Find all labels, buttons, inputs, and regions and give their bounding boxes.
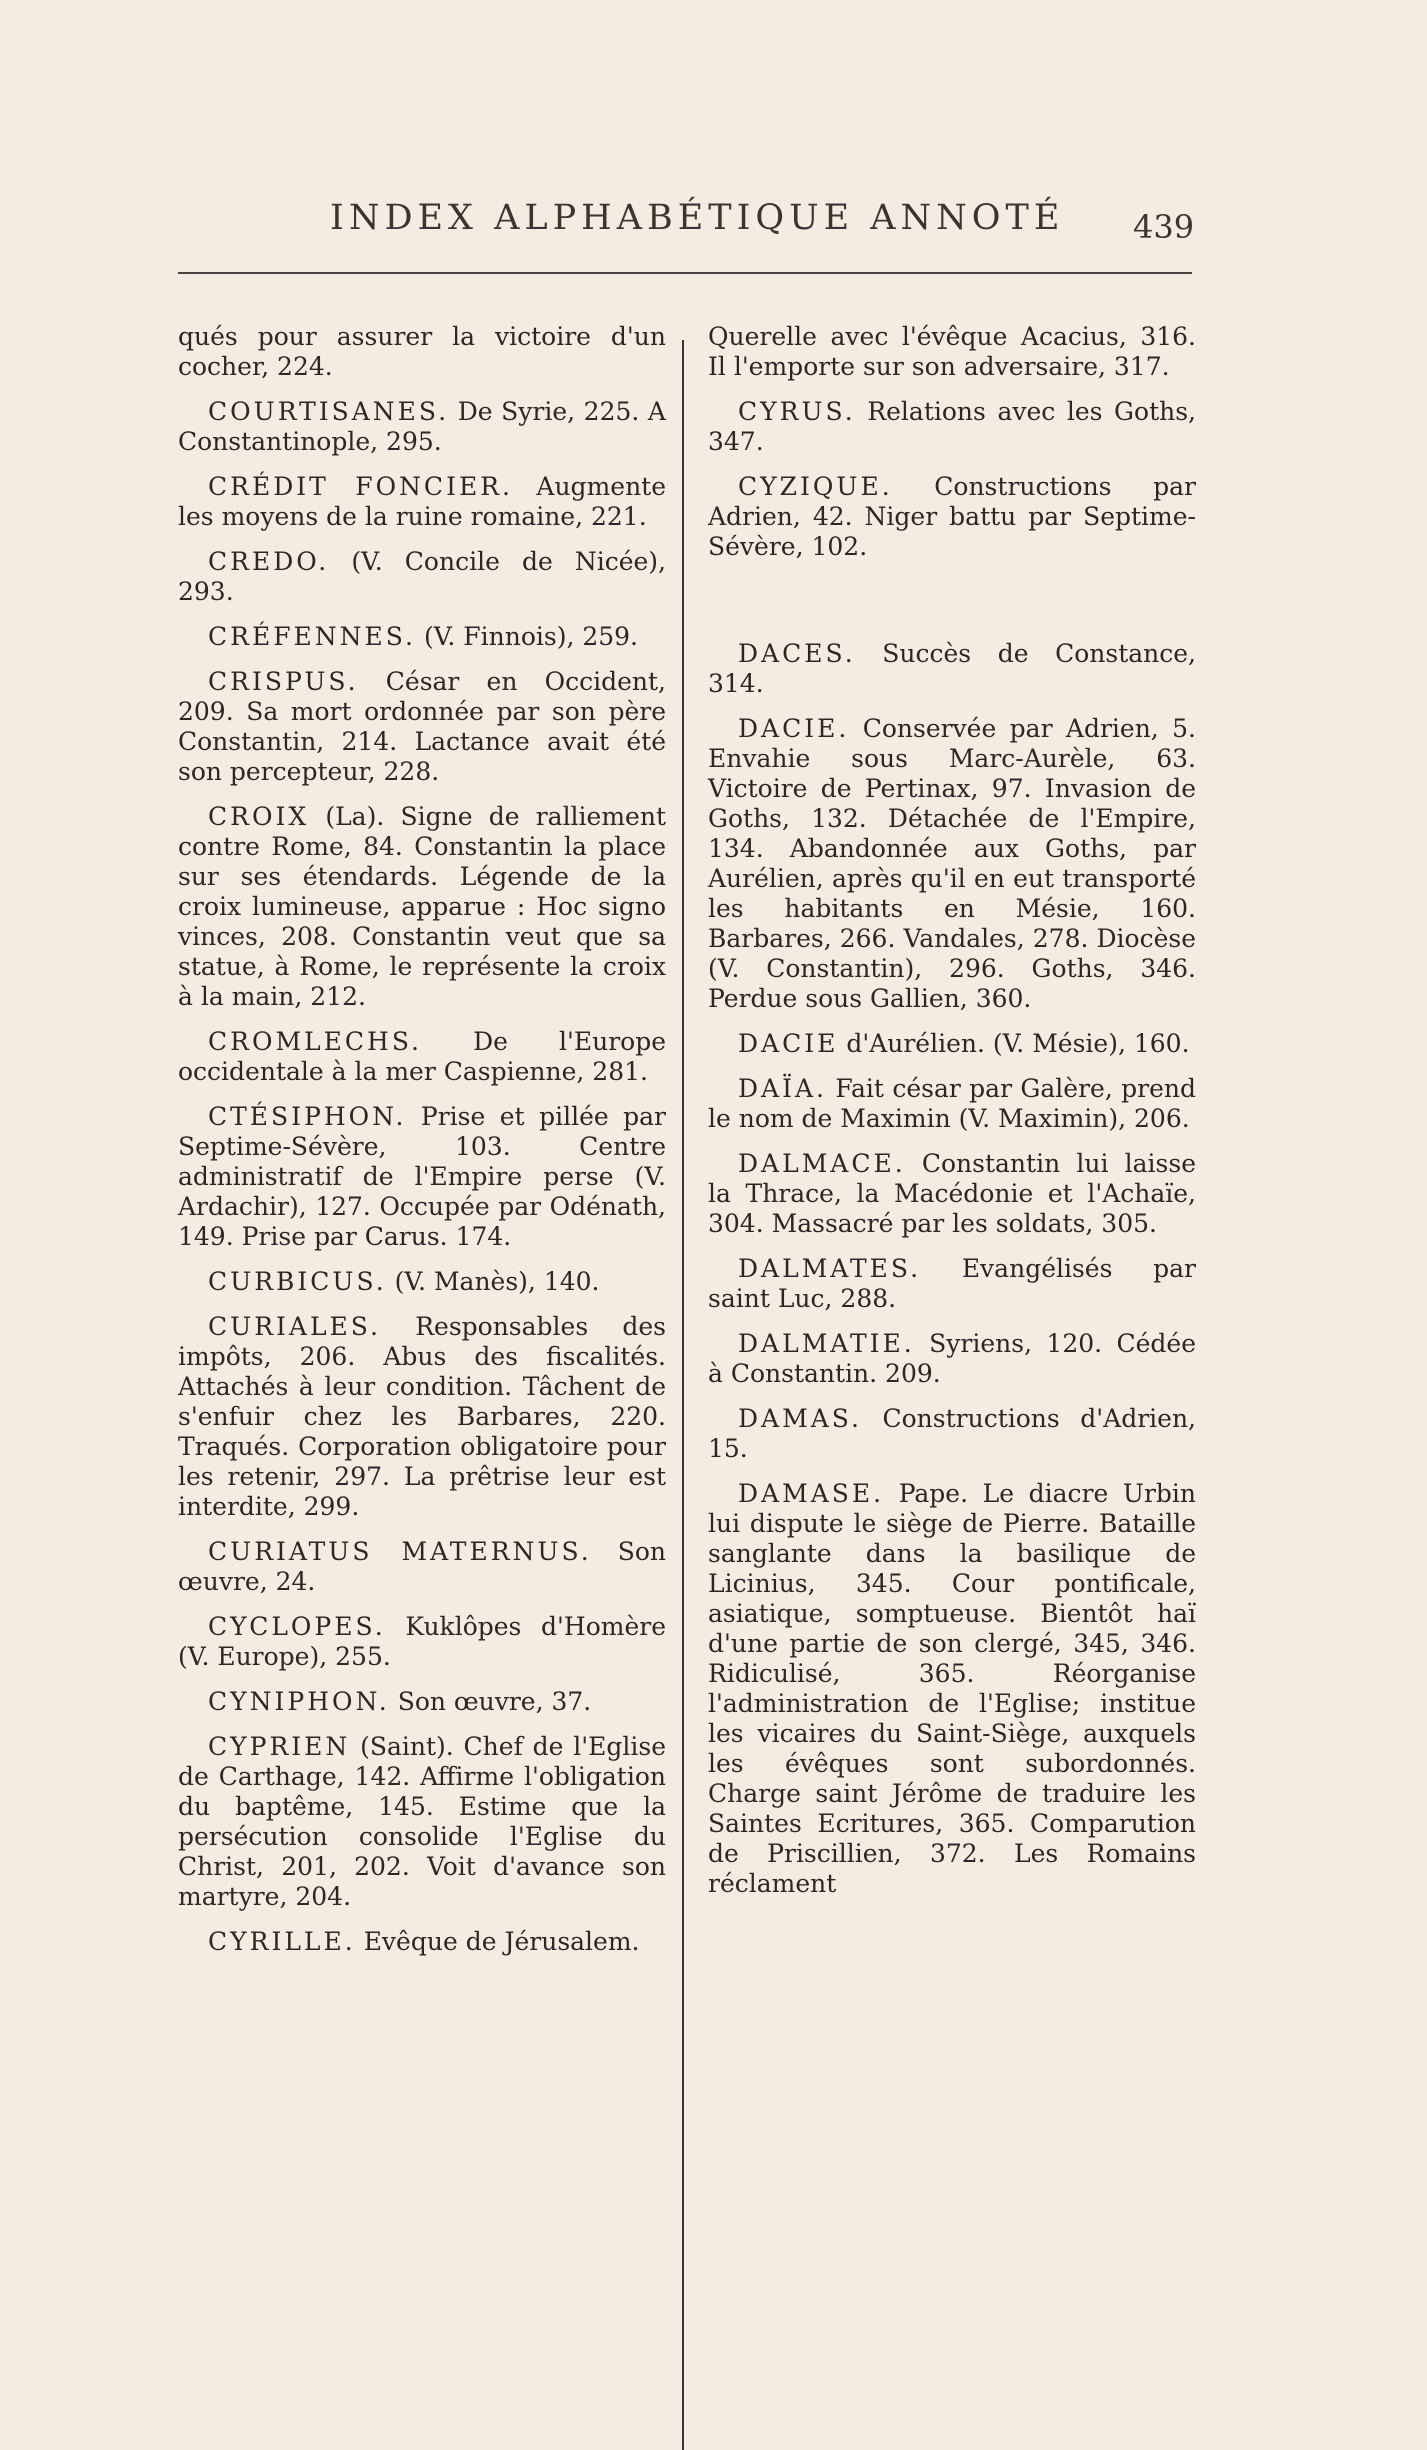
left-column (178, 322, 666, 1972)
index-entry: DACIE. Conservée par Adrien, 5. Envahie sous Marc-Aurèle, 63. Victoire de Pertinax, 97. Invasion de Goths, 132. Détachée de l'Empire, 134. Abandonnée aux Goths, par Aurélien, après qu'il en eut transporté les habitants en Mésie, 160. Barbares, 266. Vandales, 278. Diocèse (V. Constantin), 296. Goths, 346. Perdue sous Gallien, 360. (708, 714, 1196, 1013)
index-entry: DACIE d'Aurélien. (V. Mésie), 160. (738, 1029, 1190, 1058)
index-entry: qués pour assurer la victoire d'un cocher, 224. (178, 322, 666, 381)
header-rule (178, 272, 1192, 274)
index-entry: CREDO. (V. Concile de Nicée), 293. (178, 547, 666, 606)
index-entry: Querelle avec l'évêque Acacius, 316. Il l'emporte sur son adversaire, 317. (708, 322, 1196, 381)
index-entry: CRISPUS. César en Occident, 209. Sa mort ordonnée par son père Constantin, 214. Lactance avait été son percepteur, 228. (178, 667, 666, 786)
index-entry: CYRILLE. Evêque de Jérusalem. (208, 1927, 640, 1956)
index-entry: CURIALES. Responsables des impôts, 206. Abus des fiscalités. Attachés à leur condition. Tâchent de s'enfuir chez les Barbares, 220. Traqués. Corporation obligatoire pour les retenir, 297. La prêtrise leur est interdite, 299. (178, 1312, 666, 1521)
index-entry: DALMATIE. Syriens, 120. Cédée à Constantin. 209. (708, 1329, 1196, 1388)
index-entry: DALMACE. Constantin lui laisse la Thrace, la Macédonie et l'Achaïe, 304. Massacré par les soldats, 305. (708, 1149, 1196, 1238)
index-entry: CYPRIEN (Saint). Chef de l'Eglise de Carthage, 142. Affirme l'obligation du baptême, 145. Estime que la persécution consolide l'Eglise du Christ, 201, 202. Voit d'avance son martyre, 204. (178, 1732, 667, 1911)
right-column (708, 322, 1196, 1914)
running-title: INDEX ALPHABÉTIQUE ANNOTÉ (330, 198, 1065, 238)
index-entry: CRÉDIT FONCIER. Augmente les moyens de la ruine romaine, 221. (178, 472, 667, 531)
index-entry: DAMAS. Constructions d'Adrien, 15. (708, 1404, 1197, 1463)
column-divider (682, 340, 684, 2450)
index-entry: CYNIPHON. Son œuvre, 37. (208, 1687, 592, 1716)
index-entry: CTÉSIPHON. Prise et pillée par Septime-Sévère, 103. Centre administratif de l'Empire perse (V. Ardachir), 127. Occupée par Odénath, 149. Prise par Carus. 174. (178, 1102, 666, 1251)
index-entry: COURTISANES. De Syrie, 225. A Constantinople, 295. (178, 397, 666, 456)
index-entry: CROIX (La). Signe de ralliement contre Rome, 84. Constantin la place sur ses étendards. Légende de la croix lumineuse, apparue : Hoc signo vinces, 208. Constantin veut que sa statue, à Rome, le représente la croix à la main, 212. (178, 802, 666, 1011)
page-number: 439 (1133, 208, 1195, 246)
index-entry: DACES. Succès de Constance, 314. (708, 639, 1196, 698)
index-entry: CURBICUS. (V. Manès), 140. (208, 1267, 600, 1296)
index-entry: DAMASE. Pape. Le diacre Urbin lui dispute le siège de Pierre. Bataille sanglante dans la basilique de Licinius, 345. Cour pontificale, asiatique, somptueuse. Bientôt haï d'une partie de son clergé, 345, 346. Ridiculisé, 365. Réorganise l'administration de l'Eglise; institue les vicaires du Saint-Siège, auxquels les évêques sont subordonnés. Charge saint Jérôme de traduire les Saintes Ecritures, 365. Comparution de Priscillien, 372. Les Romains réclament (708, 1479, 1197, 1898)
index-entry: CYRUS. Relations avec les Goths, 347. (708, 397, 1196, 456)
index-entry: CROMLECHS. De l'Europe occidentale à la mer Caspienne, 281. (178, 1027, 666, 1086)
index-entry: CURIATUS MATERNUS. Son œuvre, 24. (178, 1537, 667, 1596)
index-entry: CYZIQUE. Constructions par Adrien, 42. Niger battu par Septime-Sévère, 102. (708, 472, 1197, 561)
index-entry: CYCLOPES. Kuklôpes d'Homère (V. Europe), 255. (178, 1612, 666, 1671)
page-header (0, 198, 1427, 258)
index-entry: CRÉFENNES. (V. Finnois), 259. (208, 622, 638, 651)
letter-section-gap (708, 577, 1196, 639)
index-entry: DAÏA. Fait césar par Galère, prend le nom de Maximin (V. Maximin), 206. (708, 1074, 1196, 1133)
index-entry: DALMATES. Evangélisés par saint Luc, 288. (708, 1254, 1196, 1313)
